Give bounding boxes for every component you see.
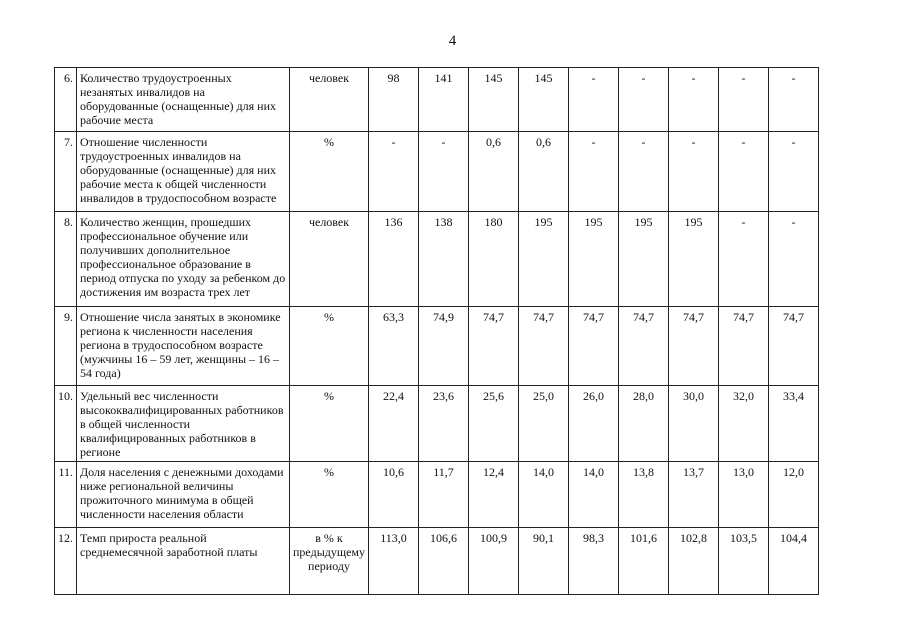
value-cell: 195 xyxy=(669,212,719,307)
table-row xyxy=(55,307,819,386)
value-cell: 100,9 xyxy=(469,528,519,595)
value-cell: 145 xyxy=(469,68,519,132)
value-cell: 11,7 xyxy=(419,462,469,528)
value-cell: 104,4 xyxy=(769,528,819,595)
value-cell: 113,0 xyxy=(369,528,419,595)
unit-of-measure: % xyxy=(290,462,369,528)
value-cell: 13,7 xyxy=(669,462,719,528)
value-cell: 74,9 xyxy=(419,307,469,386)
value-cell: - xyxy=(719,212,769,307)
row-number: 12. xyxy=(55,528,77,595)
value-cell: 74,7 xyxy=(519,307,569,386)
value-cell: 0,6 xyxy=(519,132,569,212)
value-cell: 136 xyxy=(369,212,419,307)
row-number: 6. xyxy=(55,68,77,132)
value-cell: - xyxy=(769,132,819,212)
table-row xyxy=(55,132,819,212)
unit-of-measure: % xyxy=(290,386,369,462)
value-cell: 12,0 xyxy=(769,462,819,528)
indicators-table xyxy=(54,67,819,595)
value-cell: 22,4 xyxy=(369,386,419,462)
value-cell: 74,7 xyxy=(569,307,619,386)
value-cell: - xyxy=(619,132,669,212)
value-cell: 26,0 xyxy=(569,386,619,462)
indicator-name: Темп прироста реальной среднемесячной заработной платы xyxy=(77,528,290,595)
unit-of-measure: в % к предыдущему периоду xyxy=(290,528,369,595)
value-cell: 13,0 xyxy=(719,462,769,528)
value-cell: 195 xyxy=(569,212,619,307)
row-number: 9. xyxy=(55,307,77,386)
value-cell: 195 xyxy=(519,212,569,307)
value-cell: 63,3 xyxy=(369,307,419,386)
value-cell: 98 xyxy=(369,68,419,132)
value-cell: 195 xyxy=(619,212,669,307)
value-cell: - xyxy=(669,132,719,212)
value-cell: - xyxy=(569,132,619,212)
value-cell: 102,8 xyxy=(669,528,719,595)
unit-of-measure: человек xyxy=(290,68,369,132)
indicator-name: Количество трудоустроенных незанятых инвалидов на оборудованные (оснащенные) для них рабочие места xyxy=(77,68,290,132)
value-cell: - xyxy=(669,68,719,132)
value-cell: 74,7 xyxy=(719,307,769,386)
indicator-name: Отношение числа занятых в экономике региона к численности населения региона в трудоспособном возрасте (мужчины 16 – 59 лет, женщины – 16 – 54 года) xyxy=(77,307,290,386)
value-cell: 23,6 xyxy=(419,386,469,462)
value-cell: 145 xyxy=(519,68,569,132)
unit-of-measure: % xyxy=(290,307,369,386)
unit-of-measure: % xyxy=(290,132,369,212)
indicator-name: Доля населения с денежными доходами ниже региональной величины прожиточного минимума в общей численности населения области xyxy=(77,462,290,528)
table-row xyxy=(55,386,819,462)
value-cell: 32,0 xyxy=(719,386,769,462)
value-cell: 74,7 xyxy=(619,307,669,386)
value-cell: 13,8 xyxy=(619,462,669,528)
row-number: 7. xyxy=(55,132,77,212)
table-row xyxy=(55,212,819,307)
indicator-name: Отношение численности трудоустроенных инвалидов на оборудованные (оснащенные) для них рабочие места к общей численности инвалидов в трудоспособном возрасте xyxy=(77,132,290,212)
value-cell: 98,3 xyxy=(569,528,619,595)
value-cell: - xyxy=(569,68,619,132)
table-row xyxy=(55,68,819,132)
value-cell: 30,0 xyxy=(669,386,719,462)
row-number: 10. xyxy=(55,386,77,462)
value-cell: 0,6 xyxy=(469,132,519,212)
indicator-name: Количество женщин, прошедших профессиональное обучение или получивших дополнительное профессиональное образование в период отпуска по уходу за ребенком до достижения им возраста трех лет xyxy=(77,212,290,307)
page-number: 4 xyxy=(448,33,457,49)
value-cell: - xyxy=(369,132,419,212)
value-cell: 138 xyxy=(419,212,469,307)
table-row xyxy=(55,528,819,595)
value-cell: 106,6 xyxy=(419,528,469,595)
value-cell: 25,0 xyxy=(519,386,569,462)
value-cell: 28,0 xyxy=(619,386,669,462)
value-cell: 101,6 xyxy=(619,528,669,595)
value-cell: - xyxy=(419,132,469,212)
value-cell: - xyxy=(719,132,769,212)
value-cell: - xyxy=(719,68,769,132)
value-cell: 74,7 xyxy=(769,307,819,386)
value-cell: 14,0 xyxy=(519,462,569,528)
row-number: 8. xyxy=(55,212,77,307)
row-number: 11. xyxy=(55,462,77,528)
unit-of-measure: человек xyxy=(290,212,369,307)
value-cell: 180 xyxy=(469,212,519,307)
value-cell: - xyxy=(619,68,669,132)
value-cell: 141 xyxy=(419,68,469,132)
value-cell: 10,6 xyxy=(369,462,419,528)
value-cell: - xyxy=(769,68,819,132)
value-cell: 33,4 xyxy=(769,386,819,462)
indicator-name: Удельный вес численности высококвалифицированных работников в общей численности квалифицированных работников в регионе xyxy=(77,386,290,462)
value-cell: - xyxy=(769,212,819,307)
table-row xyxy=(55,462,819,528)
value-cell: 12,4 xyxy=(469,462,519,528)
value-cell: 74,7 xyxy=(669,307,719,386)
value-cell: 74,7 xyxy=(469,307,519,386)
value-cell: 90,1 xyxy=(519,528,569,595)
value-cell: 103,5 xyxy=(719,528,769,595)
value-cell: 14,0 xyxy=(569,462,619,528)
value-cell: 25,6 xyxy=(469,386,519,462)
